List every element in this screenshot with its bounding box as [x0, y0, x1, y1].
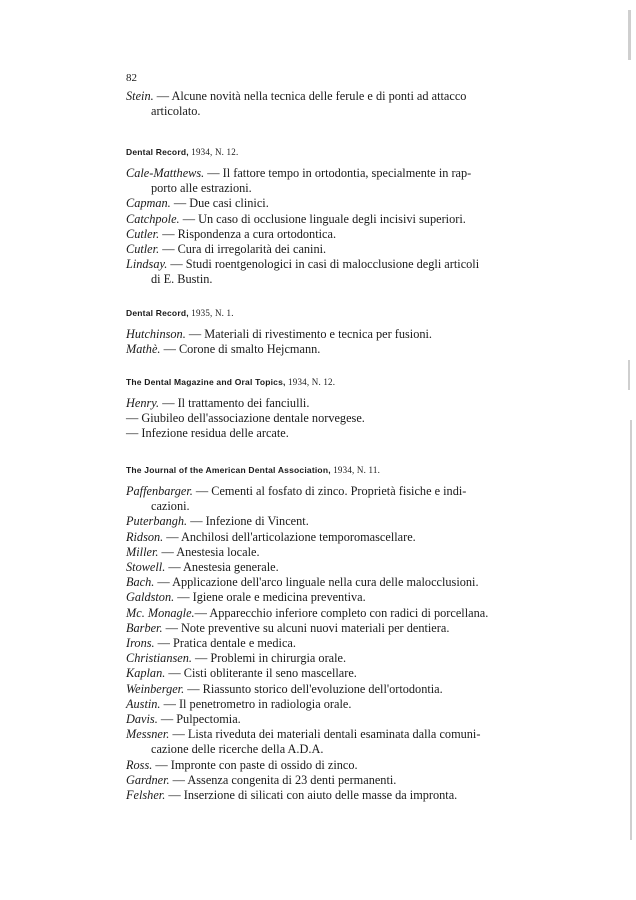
- entry-title: — Note preventive su alcuni nuovi materiali per dentiera.: [162, 620, 450, 635]
- entry-title: — Pratica dentale e medica.: [154, 636, 296, 651]
- list-item: [126, 788, 542, 803]
- list-item: [126, 727, 542, 757]
- entry-title: — Pulpectomia.: [157, 712, 241, 727]
- entry-author: Catchpole.: [126, 211, 180, 226]
- journal-issue: 1935, N. 1.: [188, 308, 234, 318]
- entry-title: — Inserzione di silicati con aiuto delle masse da impronta.: [165, 788, 458, 803]
- entry-title: — Assenza congenita di 23 denti permanenti.: [169, 772, 397, 787]
- entry-author: Cale-Matthews.: [126, 166, 205, 180]
- journal-issue: 1934, N. 11.: [330, 465, 381, 475]
- section-heading: [126, 377, 542, 387]
- section-heading: [126, 465, 542, 475]
- entry-author: Puterbangh.: [126, 514, 188, 529]
- intro-block: [126, 89, 542, 119]
- list-item: [126, 166, 542, 196]
- entry-author: Cutler.: [126, 242, 160, 257]
- entry-author: Capman.: [126, 196, 171, 211]
- entry-title: — Corone di smalto Hejcmann.: [160, 342, 321, 357]
- entry-title: — Cisti obliterante il seno mascellare.: [165, 666, 357, 681]
- list-item: [126, 530, 542, 545]
- list-item: [126, 484, 542, 514]
- entry-title-cont: di E. Bustin.: [151, 272, 213, 287]
- entry-title-cont: porto alle estrazioni.: [151, 181, 252, 196]
- list-item: [126, 342, 542, 357]
- entry-author: Paffenbarger.: [126, 484, 193, 498]
- journal-issue: 1934, N. 12.: [188, 147, 239, 157]
- entry-author: Austin.: [126, 696, 161, 711]
- journal-name: Dental Record,: [126, 147, 189, 157]
- list-item: [126, 514, 542, 529]
- entry-title: — Giubileo dell'associazione dentale norvegese.: [126, 411, 365, 426]
- list-item: [126, 606, 542, 621]
- entry-author: Christiansen.: [126, 651, 192, 666]
- entry-author: Galdston.: [126, 590, 175, 605]
- entry-author: Kaplan.: [126, 666, 166, 681]
- list-item: [126, 636, 542, 651]
- entry-author: Miller.: [126, 544, 159, 559]
- entry-author: Barber.: [126, 620, 163, 635]
- journal-name: The Journal of the American Dental Association,: [126, 465, 331, 475]
- journal-name: The Dental Magazine and Oral Topics,: [126, 377, 286, 387]
- entry-author: Gardner.: [126, 772, 170, 787]
- list-item: [126, 327, 542, 342]
- list-item: [126, 590, 542, 605]
- entry-author: Ross.: [126, 757, 153, 772]
- journal-issue: 1934, N. 12.: [285, 377, 336, 387]
- entry-title: — Anestesia generale.: [165, 560, 279, 575]
- list-item: [126, 651, 542, 666]
- list-item: [126, 545, 542, 560]
- entry-title: — Impronte con paste di ossido di zinco.: [152, 757, 358, 772]
- list-item: [126, 666, 542, 681]
- entry-title: — Anestesia locale.: [158, 544, 260, 559]
- section-dental-record-1934: [126, 147, 542, 288]
- list-item: [126, 257, 542, 287]
- entry-author: Davis.: [126, 712, 158, 727]
- section-heading: [126, 147, 542, 157]
- list-item: [126, 242, 542, 257]
- entry-author: Henry.: [126, 396, 160, 410]
- entry-title-cont: cazioni.: [151, 499, 190, 514]
- list-item: [126, 712, 542, 727]
- entry-title: — Cura di irregolarità dei canini.: [159, 242, 327, 257]
- entry-author: Mathè.: [126, 342, 161, 357]
- entry-title: — Studi roentgenologici in casi di malocclusione degli articoli: [167, 257, 480, 272]
- entry-author: Mc. Monagle.: [126, 605, 195, 620]
- entry-author: Cutler.: [126, 226, 160, 241]
- entry-title: — Cementi al fosfato di zinco. Proprietà fisiche e indi-: [192, 484, 467, 498]
- list-item: [126, 411, 542, 426]
- entry-title: — Igiene orale e medicina preventiva.: [174, 590, 366, 605]
- scan-mark: [630, 420, 632, 840]
- list-item: [126, 773, 542, 788]
- section-jada: [126, 465, 542, 803]
- list-item: [126, 682, 542, 697]
- entry-title: — Materiali di rivestimento e tecnica per fusioni.: [185, 327, 432, 341]
- list-item: [126, 426, 542, 441]
- entry-author: Ridson.: [126, 529, 164, 544]
- entry-author: Stowell.: [126, 560, 166, 575]
- entry-author: Messner.: [126, 727, 170, 742]
- list-item: [126, 396, 542, 411]
- scan-mark: [628, 10, 631, 60]
- entry-title: — Un caso di occlusione linguale degli incisivi superiori.: [179, 211, 466, 226]
- entry-author: Weinberger.: [126, 681, 185, 696]
- list-item: [126, 196, 542, 211]
- entry-title: — Il penetrometro in radiologia orale.: [160, 696, 352, 711]
- page-number: 82: [126, 72, 137, 84]
- entry-author: Felsher.: [126, 788, 166, 803]
- list-item: [126, 697, 542, 712]
- entry-title: — Infezione di Vincent.: [187, 514, 309, 529]
- section-heading: [126, 308, 542, 318]
- scan-mark: [628, 360, 630, 390]
- entry-author: Hutchinson.: [126, 327, 186, 341]
- section-dental-record-1935: [126, 308, 542, 357]
- list-item: [126, 560, 542, 575]
- list-item: [126, 758, 542, 773]
- section-dental-magazine: [126, 377, 542, 442]
- entry-author: Bach.: [126, 575, 155, 590]
- entry-title: — Due casi clinici.: [170, 196, 269, 211]
- list-item: [126, 621, 542, 636]
- list-item: [126, 212, 542, 227]
- entry-author: Irons.: [126, 636, 155, 651]
- entry-title: — Applicazione dell'arco linguale nella cura delle malocclusioni.: [154, 575, 479, 590]
- entry-author: Stein.: [126, 89, 154, 103]
- entry-title-cont: articolato.: [151, 104, 201, 119]
- list-item: [126, 575, 542, 590]
- journal-name: Dental Record,: [126, 308, 189, 318]
- entry-author: Lindsay.: [126, 257, 168, 272]
- entry-title: — Il fattore tempo in ortodontia, specialmente in rap-: [204, 166, 472, 180]
- entry-title: — Apparecchio inferiore completo con radici di porcellana.: [194, 605, 489, 620]
- entry-title: — Lista riveduta dei materiali dentali esaminata dalla comuni-: [169, 727, 481, 742]
- list-item: [126, 227, 542, 242]
- entry-title: — Riassunto storico dell'evoluzione dell'ortodontia.: [184, 681, 443, 696]
- entry-title: — Problemi in chirurgia orale.: [191, 651, 347, 666]
- entry-title: — Anchilosi dell'articolazione temporomascellare.: [163, 529, 416, 544]
- list-item: [126, 89, 542, 119]
- entry-title-cont: cazione delle ricerche della A.D.A.: [151, 742, 324, 757]
- entry-title: — Il trattamento dei fanciulli.: [159, 396, 310, 410]
- entry-title: — Infezione residua delle arcate.: [126, 426, 289, 441]
- entry-title: — Rispondenza a cura ortodontica.: [159, 226, 337, 241]
- entry-title: — Alcune novità nella tecnica delle ferule e di ponti ad attacco: [153, 89, 467, 103]
